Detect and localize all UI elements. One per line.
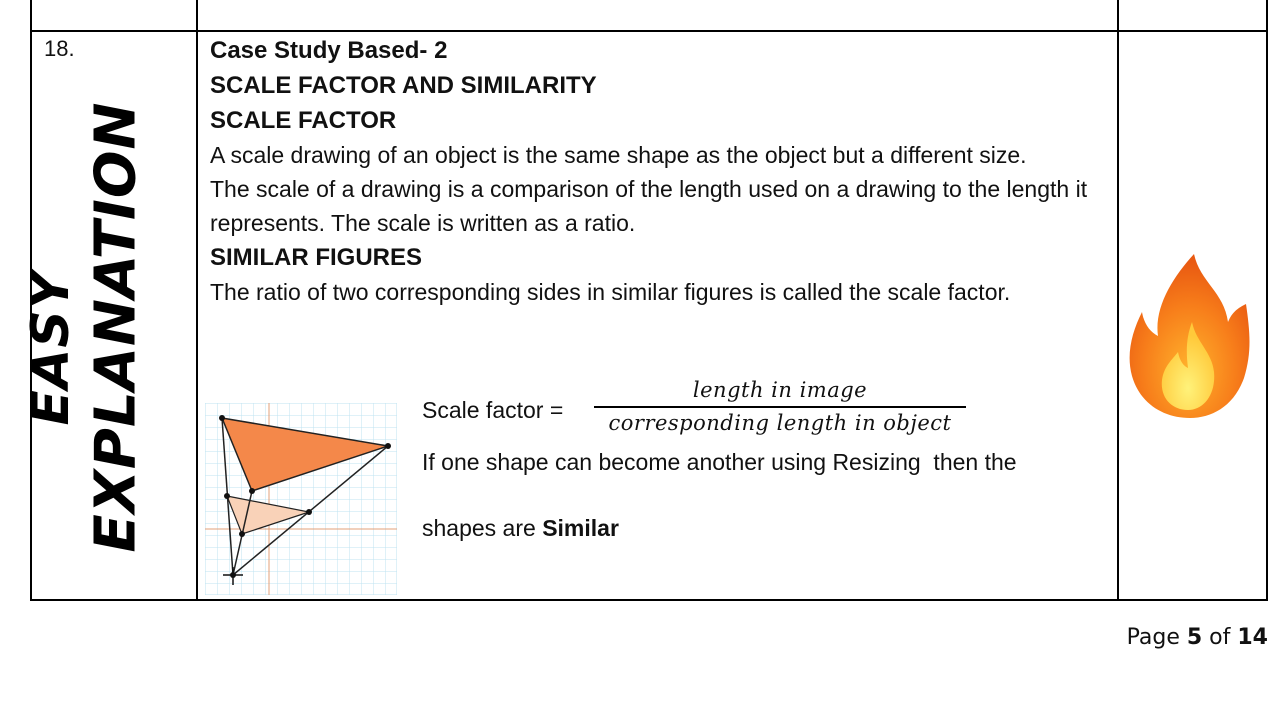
heading-scale-factor: SCALE FACTOR [210, 107, 397, 134]
formula-denominator: corresponding length in object [608, 411, 952, 435]
vertex [249, 488, 255, 494]
similar-keyword: Similar [542, 515, 619, 541]
paragraph-scale-definition: The scale of a drawing is a comparison of the length used on a drawing to the length it represents. The scale is written as a ratio. [210, 176, 1088, 236]
similar-triangles-figure [205, 403, 397, 595]
page-indicator [1127, 625, 1268, 650]
page-prefix: Page [1126, 625, 1187, 650]
table-top-border [30, 30, 1268, 32]
vertex [385, 443, 391, 449]
paragraph-scale-drawing: A scale drawing of an object is the same shape as the object but a different size. [210, 142, 1027, 168]
table-bottom-border [30, 599, 1268, 601]
heading-case-study: Case Study Based- 2 [210, 37, 448, 64]
table-col-line-3 [1117, 0, 1119, 601]
question-content [210, 33, 1110, 309]
vertex [224, 493, 230, 499]
fraction-bar [594, 406, 966, 408]
vertex [219, 415, 225, 421]
page-current: 5 [1186, 625, 1203, 650]
page-middle: of [1202, 625, 1238, 650]
heading-similar-figures: SIMILAR FIGURES [210, 244, 423, 271]
similarity-sentence-prefix: shapes are [422, 515, 543, 541]
formula-lhs: Scale factor = [422, 397, 564, 423]
question-number: 18. [44, 36, 75, 61]
side-label-explanation: EXPLANATION [83, 101, 149, 553]
formula-fraction [594, 378, 966, 435]
table-col-line-2 [196, 0, 198, 601]
side-label-easy: EASY [21, 270, 81, 426]
similarity-sentence-part2 [422, 515, 619, 542]
similarity-sentence-part1: If one shape can become another using Resizing then the [422, 449, 1017, 475]
page-total: 14 [1237, 625, 1268, 650]
formula-numerator: length in image [692, 378, 868, 402]
table-col-line-4 [1266, 0, 1268, 601]
vertex [239, 531, 245, 537]
heading-topic: SCALE FACTOR AND SIMILARITY [210, 72, 597, 99]
fire-icon [1128, 252, 1252, 420]
paragraph-scale-factor: The ratio of two corresponding sides in similar figures is called the scale factor. [210, 279, 1011, 305]
vertex [306, 509, 312, 515]
